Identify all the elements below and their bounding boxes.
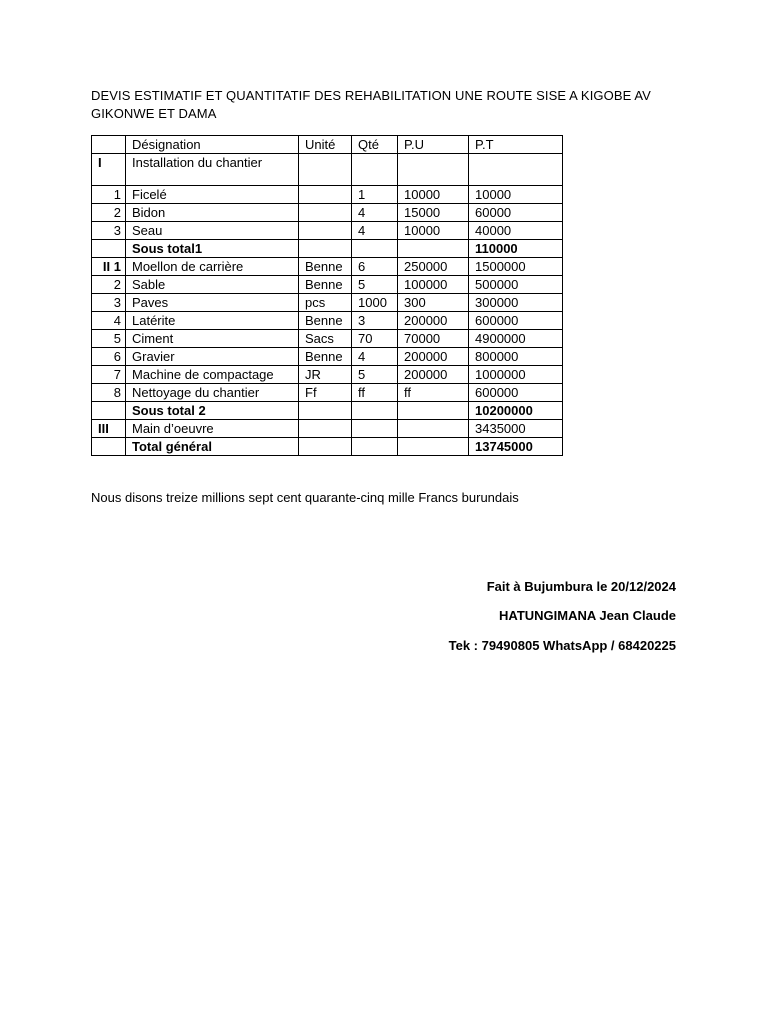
row-quantity: [352, 402, 398, 420]
row-unit-price: [398, 154, 469, 186]
table-row: [92, 420, 563, 438]
row-unit: Benne: [299, 312, 352, 330]
row-number: [92, 240, 126, 258]
row-unit-price: 200000: [398, 348, 469, 366]
row-designation: Sous total1: [126, 240, 299, 258]
row-unit: [299, 154, 352, 186]
row-total-price: [469, 154, 563, 186]
row-designation: Bidon: [126, 204, 299, 222]
signature-name: HATUNGIMANA Jean Claude: [499, 608, 676, 623]
subtotal-row: [92, 240, 563, 258]
row-designation: Moellon de carrière: [126, 258, 299, 276]
row-designation: Latérite: [126, 312, 299, 330]
row-designation: Total général: [126, 438, 299, 456]
row-quantity: 5: [352, 366, 398, 384]
row-quantity: 1: [352, 186, 398, 204]
row-total-price: 500000: [469, 276, 563, 294]
table-row: [92, 384, 563, 402]
row-unit: [299, 438, 352, 456]
row-unit-price: 200000: [398, 366, 469, 384]
row-quantity: 1000: [352, 294, 398, 312]
row-unit: [299, 204, 352, 222]
row-total-price: 13745000: [469, 438, 563, 456]
row-unit: [299, 240, 352, 258]
amount-in-words: Nous disons treize millions sept cent quarante-cinq mille Francs burundais: [91, 490, 519, 505]
signature-contact: Tek : 79490805 WhatsApp / 68420225: [448, 638, 676, 653]
row-unit-price: [398, 402, 469, 420]
document-title: DEVIS ESTIMATIF ET QUANTITATIF DES REHABILITATION UNE ROUTE SISE A KIGOBE AV GIKONWE ET DAMA: [91, 88, 651, 121]
row-designation: Ciment: [126, 330, 299, 348]
row-quantity: 4: [352, 222, 398, 240]
row-quantity: 5: [352, 276, 398, 294]
table-row: [92, 258, 563, 276]
row-unit-price: 250000: [398, 258, 469, 276]
row-total-price: 3435000: [469, 420, 563, 438]
header-cell-number: [92, 136, 126, 154]
row-quantity: [352, 154, 398, 186]
row-number: I: [92, 154, 126, 186]
row-number: III: [92, 420, 126, 438]
row-unit: [299, 402, 352, 420]
row-unit: Benne: [299, 276, 352, 294]
row-unit-price: 200000: [398, 312, 469, 330]
table-row: [92, 294, 563, 312]
row-total-price: 1000000: [469, 366, 563, 384]
table-row: [92, 366, 563, 384]
row-designation: Main d’oeuvre: [126, 420, 299, 438]
row-designation: Gravier: [126, 348, 299, 366]
row-quantity: 4: [352, 204, 398, 222]
row-number: 1: [92, 186, 126, 204]
row-unit: pcs: [299, 294, 352, 312]
row-unit-price: 100000: [398, 276, 469, 294]
row-number: 5: [92, 330, 126, 348]
row-quantity: [352, 240, 398, 258]
row-total-price: 600000: [469, 384, 563, 402]
row-designation: Sable: [126, 276, 299, 294]
row-unit-price: [398, 240, 469, 258]
table-row: [92, 330, 563, 348]
row-number: 3: [92, 222, 126, 240]
row-total-price: 300000: [469, 294, 563, 312]
table-row: [92, 276, 563, 294]
row-number: 2: [92, 276, 126, 294]
row-number: 3: [92, 294, 126, 312]
grand-total-row: [92, 438, 563, 456]
quote-table: [91, 135, 563, 456]
row-total-price: 10200000: [469, 402, 563, 420]
row-unit-price: 15000: [398, 204, 469, 222]
header-cell-unit: Unité: [299, 136, 352, 154]
row-number: 4: [92, 312, 126, 330]
row-quantity: 4: [352, 348, 398, 366]
row-quantity: 70: [352, 330, 398, 348]
row-total-price: 40000: [469, 222, 563, 240]
header-cell-quantity: Qté: [352, 136, 398, 154]
header-cell-unit-price: P.U: [398, 136, 469, 154]
row-quantity: ff: [352, 384, 398, 402]
row-total-price: 4900000: [469, 330, 563, 348]
table-header-row: [92, 136, 563, 154]
row-number: 7: [92, 366, 126, 384]
row-unit: [299, 186, 352, 204]
table-row: [92, 154, 563, 186]
row-unit-price: [398, 438, 469, 456]
row-designation: Nettoyage du chantier: [126, 384, 299, 402]
row-quantity: 6: [352, 258, 398, 276]
row-number: [92, 402, 126, 420]
row-unit: [299, 222, 352, 240]
row-total-price: 110000: [469, 240, 563, 258]
row-designation: Ficelé: [126, 186, 299, 204]
row-number: II 1: [92, 258, 126, 276]
subtotal-row: [92, 402, 563, 420]
row-unit-price: 70000: [398, 330, 469, 348]
row-unit-price: [398, 420, 469, 438]
table-row: [92, 348, 563, 366]
table-row: [92, 312, 563, 330]
row-unit: Sacs: [299, 330, 352, 348]
row-unit-price: 10000: [398, 222, 469, 240]
row-quantity: [352, 438, 398, 456]
row-designation: Sous total 2: [126, 402, 299, 420]
row-total-price: 60000: [469, 204, 563, 222]
row-quantity: [352, 420, 398, 438]
row-designation: Installation du chantier: [126, 154, 299, 186]
row-total-price: 1500000: [469, 258, 563, 276]
row-number: 8: [92, 384, 126, 402]
row-total-price: 10000: [469, 186, 563, 204]
row-unit-price: ff: [398, 384, 469, 402]
header-cell-total-price: P.T: [469, 136, 563, 154]
signature-place-date: Fait à Bujumbura le 20/12/2024: [486, 579, 676, 594]
row-unit-price: 300: [398, 294, 469, 312]
row-quantity: 3: [352, 312, 398, 330]
table-row: [92, 222, 563, 240]
row-unit: JR: [299, 366, 352, 384]
table-row: [92, 186, 563, 204]
row-total-price: 800000: [469, 348, 563, 366]
row-number: 2: [92, 204, 126, 222]
header-cell-designation: Désignation: [126, 136, 299, 154]
row-number: [92, 438, 126, 456]
table-row: [92, 204, 563, 222]
row-unit: [299, 420, 352, 438]
row-unit: Benne: [299, 258, 352, 276]
row-designation: Seau: [126, 222, 299, 240]
row-designation: Paves: [126, 294, 299, 312]
row-unit: Ff: [299, 384, 352, 402]
row-designation: Machine de compactage: [126, 366, 299, 384]
row-number: 6: [92, 348, 126, 366]
row-unit: Benne: [299, 348, 352, 366]
row-total-price: 600000: [469, 312, 563, 330]
row-unit-price: 10000: [398, 186, 469, 204]
